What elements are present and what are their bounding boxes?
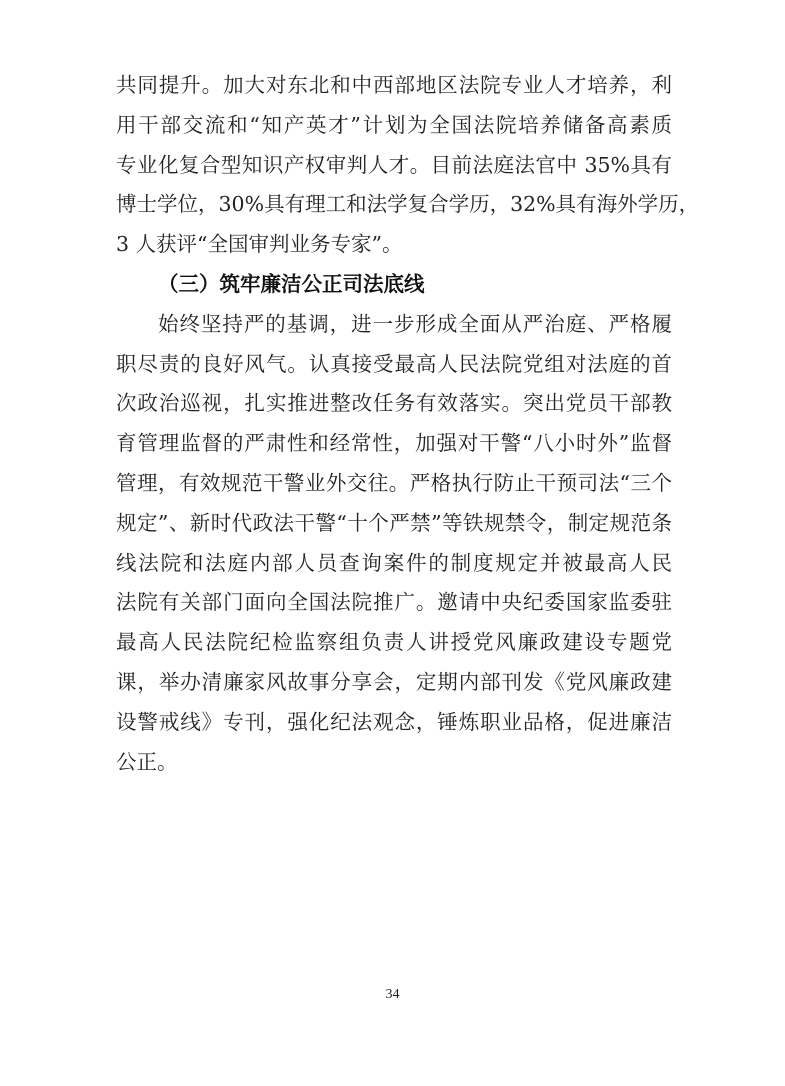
text-line: 共同提升。加大对东北和中西部地区法院专业人才培养，利 <box>116 73 672 97</box>
text-line: 设警戒线》专刊，强化纪法观念，锤炼职业品格，促进廉洁 <box>116 709 672 734</box>
text-line: 课，举办清廉家风故事分享会，定期内部刊发《党风廉政建 <box>116 669 672 694</box>
text-line: 规定”、新时代政法干警“十个严禁”等铁规禁令，制定规范条 <box>116 510 672 535</box>
text-line: 线法院和法庭内部人员查询案件的制度规定并被最高人民 <box>116 550 672 575</box>
page-number: 34 <box>385 987 400 1002</box>
text-line: 职尽责的良好风气。认真接受最高人民法院党组对法庭的首 <box>116 351 672 376</box>
text-line: 专业化复合型知识产权审判人才。目前法庭法官中 35%具有 <box>116 152 672 177</box>
text-line: 管理，有效规范干警业外交往。严格执行防止干预司法“三个 <box>116 470 672 495</box>
paragraph-talent-cultivation <box>116 66 700 265</box>
text-line: 公正。 <box>116 749 178 774</box>
text-line: 3 人获评“全国审判业务专家”。 <box>116 232 403 257</box>
text-line: 博士学位，30%具有理工和法学复合学历，32%具有海外学历， <box>116 192 700 217</box>
paragraph-integrity <box>116 305 672 783</box>
text-line: 次政治巡视，扎实推进整改任务有效落实。突出党员干部教 <box>116 391 672 416</box>
text-line: 始终坚持严的基调，进一步形成全面从严治庭、严格履 <box>158 311 672 336</box>
page-body <box>116 66 700 782</box>
text-line: 用干部交流和“知产英才”计划为全国法院培养储备高素质 <box>116 112 672 137</box>
section-heading: （三）筑牢廉洁公正司法底线 <box>158 271 425 296</box>
text-line: 育管理监督的严肃性和经常性，加强对干警“八小时外”监督 <box>116 431 672 456</box>
text-line: 法院有关部门面向全国法院推广。邀请中央纪委国家监委驻 <box>116 590 672 615</box>
text-line: 最高人民法院纪检监察组负责人讲授党风廉政建设专题党 <box>116 630 672 655</box>
